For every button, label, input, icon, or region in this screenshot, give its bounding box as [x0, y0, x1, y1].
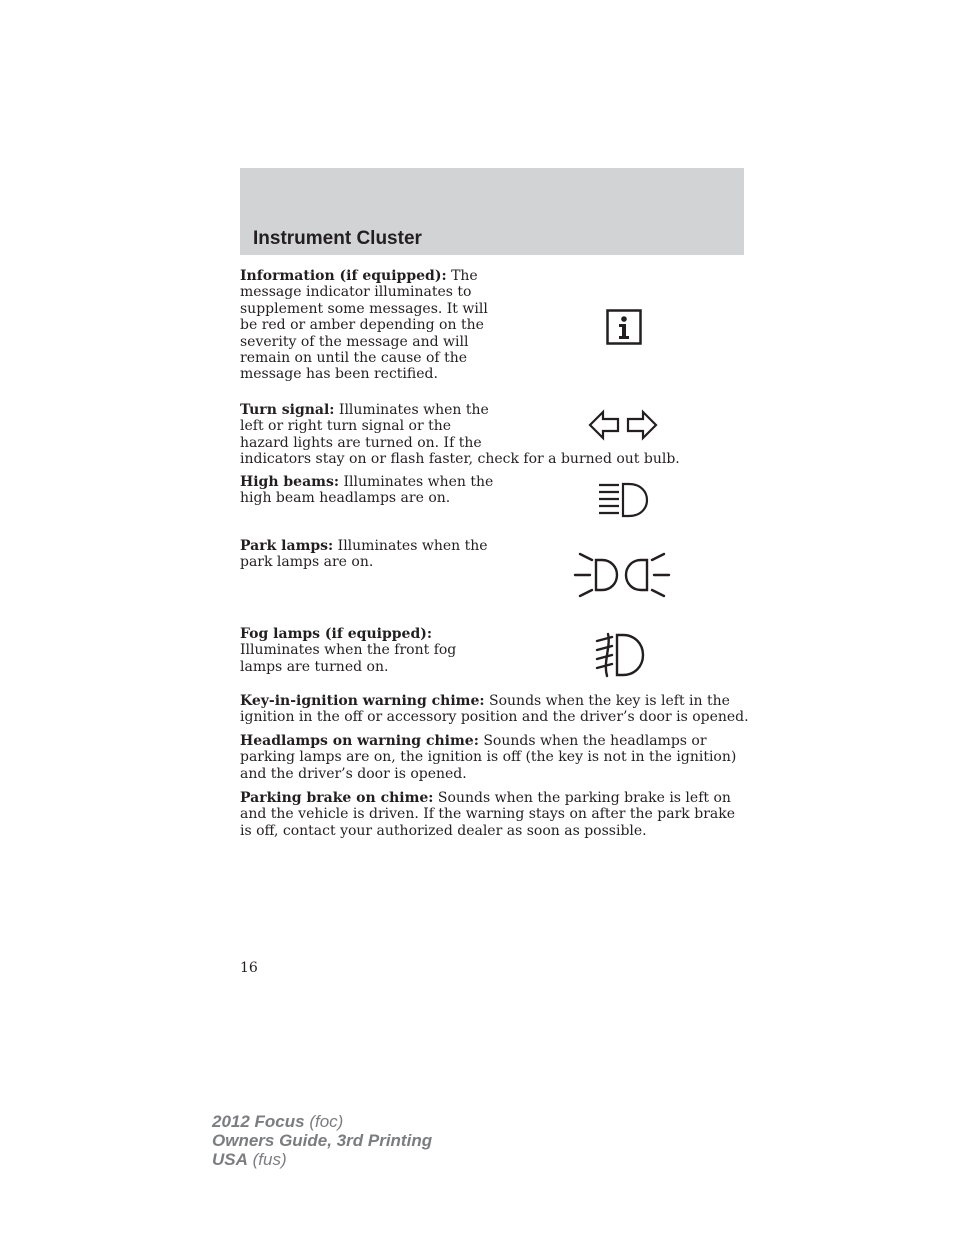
- key-chime-paragraph: [240, 693, 750, 726]
- information-icon: [606, 309, 642, 345]
- turn-signal-text-3: hazard lights are turned on. If the: [240, 434, 482, 451]
- high-beams-text: Illuminates when the high beam headlamps are on.: [240, 474, 494, 507]
- turn-signal-text-4: indicators stay on or flash faster, check for a burned out bulb.: [240, 451, 680, 468]
- headlamp-chime-paragraph: [240, 733, 750, 782]
- footer-model: 2012 Focus: [212, 1112, 305, 1131]
- park-lamps-icon: [572, 546, 672, 604]
- park-lamps-text: Illuminates when the park lamps are on.: [240, 538, 488, 571]
- park-lamps-label: Park lamps:: [240, 538, 334, 554]
- footer-model-code: (foc): [304, 1112, 344, 1131]
- high-beams-paragraph: [240, 474, 495, 507]
- turn-signal-paragraph: [240, 402, 760, 468]
- information-label: Information (if equipped):: [240, 268, 447, 284]
- section-header-band: [240, 168, 744, 255]
- fog-lamps-paragraph: [240, 626, 495, 675]
- turn-signal-arrows-icon: [588, 409, 658, 441]
- parking-brake-chime-label: Parking brake on chime:: [240, 790, 434, 806]
- information-paragraph: [240, 268, 495, 383]
- turn-signal-text-1: Illuminates when the: [334, 402, 489, 418]
- high-beams-label: High beams:: [240, 474, 340, 490]
- turn-signal-text-2: left or right turn signal or the: [240, 418, 452, 435]
- fog-lamps-text: Illuminates when the front fog lamps are turned on.: [240, 642, 457, 675]
- page-number: 16: [240, 960, 258, 976]
- high-beam-icon: [597, 482, 651, 518]
- headlamp-chime-text: Sounds when the headlamps or parking lamps are on, the ignition is off (the key is not in the ignition) and the driver’s door is opened.: [240, 733, 737, 782]
- fog-lamps-label: Fog lamps (if equipped):: [240, 626, 433, 642]
- key-chime-text: Sounds when the key is left in the ignition in the off or accessory position and the driver’s door is opened.: [240, 693, 749, 726]
- section-title: Instrument Cluster: [253, 228, 422, 249]
- fog-lamp-icon: [593, 630, 653, 680]
- information-text: The message indicator illuminates to supplement some messages. It will be red or amber depending on the severity of the message and will remain on until the cause of the message has been rectified.: [240, 268, 488, 383]
- key-chime-label: Key-in-ignition warning chime:: [240, 693, 485, 709]
- footer-guide: Owners Guide, 3rd Printing: [212, 1131, 433, 1150]
- document-footer: [212, 1112, 432, 1169]
- parking-brake-chime-paragraph: [240, 790, 750, 839]
- footer-region-code: (fus): [247, 1150, 287, 1169]
- turn-signal-label: Turn signal:: [240, 402, 335, 418]
- headlamp-chime-label: Headlamps on warning chime:: [240, 733, 479, 749]
- park-lamps-paragraph: [240, 538, 495, 571]
- footer-region: USA: [212, 1150, 248, 1169]
- parking-brake-chime-text: Sounds when the parking brake is left on and the vehicle is driven. If the warning stays on after the park brake is off, contact your authorized dealer as soon as possible.: [240, 790, 735, 839]
